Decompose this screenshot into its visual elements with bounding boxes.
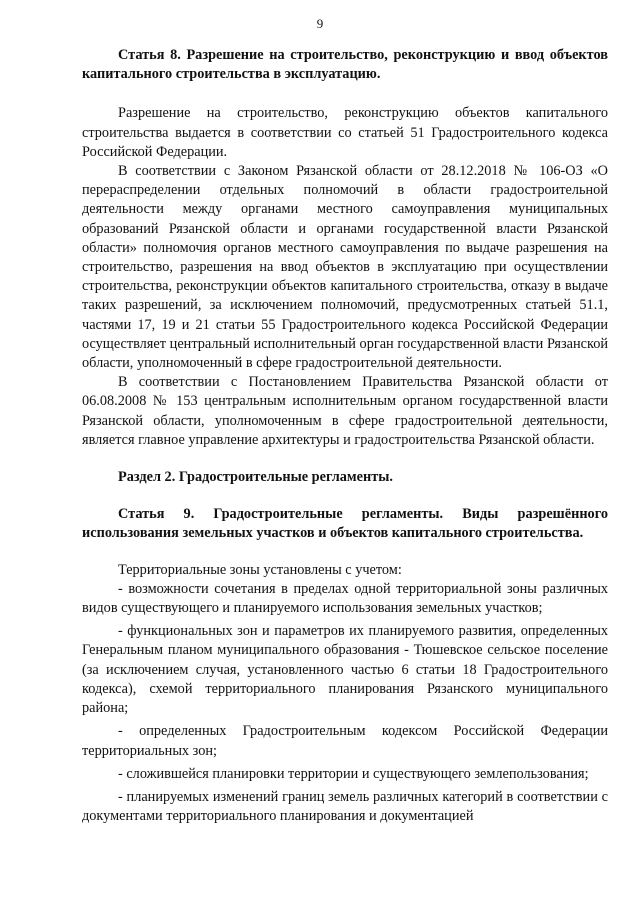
list-item: - определенных Градостроительным кодексом Российской Федерации территориальных зон; [82, 723, 608, 759]
article-9-heading: Статья 9. Градостроительные регламенты. Виды разрешённого использования земельных участков и объектов капитального строительства. [82, 506, 608, 542]
article-8-paragraph: Разрешение на строительство, реконструкцию объектов капитального строительства выдается в соответствии со статьей 51 Градостроительного кодекса Российской Федерации. [82, 105, 608, 160]
article-8-paragraph: В соответствии с Законом Рязанской области от 28.12.2018 № 106-ОЗ «О перераспределении отдельных полномочий в области градостроительной деятельности между органами местного самоуправления муниципальных образований Рязанской области и органами государственной власти Рязанской области» полномочия органов местного самоуправления по выдаче разрешения на строительство, разрешения на ввод объектов в эксплуатацию при осуществлении строительства, реконструкции объектов капитального строительства, отказу в выдаче таких разрешений, за исключением полномочий, предусмотренных статьей 51.1, частями 17, 19 и 21 статьи 55 Градостроительного кодекса Российской Федерации осуществляет центральный исполнительный орган государственной власти Рязанской области, уполномоченный в сфере градостроительной деятельности. [82, 163, 608, 372]
list-item: - планируемых изменений границ земель различных категорий в соответствии с документами территориального планирования и документацией [82, 788, 608, 825]
article-8-paragraph: В соответствии с Постановлением Правительства Рязанской области от 06.08.2008 № 153 центральным исполнительным органом государственной власти Рязанской области, уполномоченным в сфере градостроительной деятельности, является главное управление архитектуры и градостроительства Рязанской области. [82, 374, 608, 448]
list-item: - сложившейся планировки территории и существующего землепользования; [118, 765, 589, 782]
document-body [82, 46, 608, 826]
article-9-intro: Территориальные зоны установлены с учетом: [118, 561, 402, 578]
list-item: - возможности сочетания в пределах одной территориальной зоны различных видов существующего и планируемого использования земельных участков; [82, 580, 608, 617]
article-8-heading: Статья 8. Разрешение на строительство, реконструкцию и ввод объектов капитального строительства в эксплуатацию. [82, 47, 608, 83]
list-item: - функциональных зон и параметров их планируемого развития, определенных Генеральным планом муниципального образования - Тюшевское сельское поселение (за исключением случая, установленного частью 6 статьи 18 Градостроительного кодекса), схемой территориального планирования Рязанского муниципального района; [82, 623, 608, 717]
page-number: 9 [316, 16, 324, 31]
section-2-heading: Раздел 2. Градостроительные регламенты. [118, 469, 393, 486]
